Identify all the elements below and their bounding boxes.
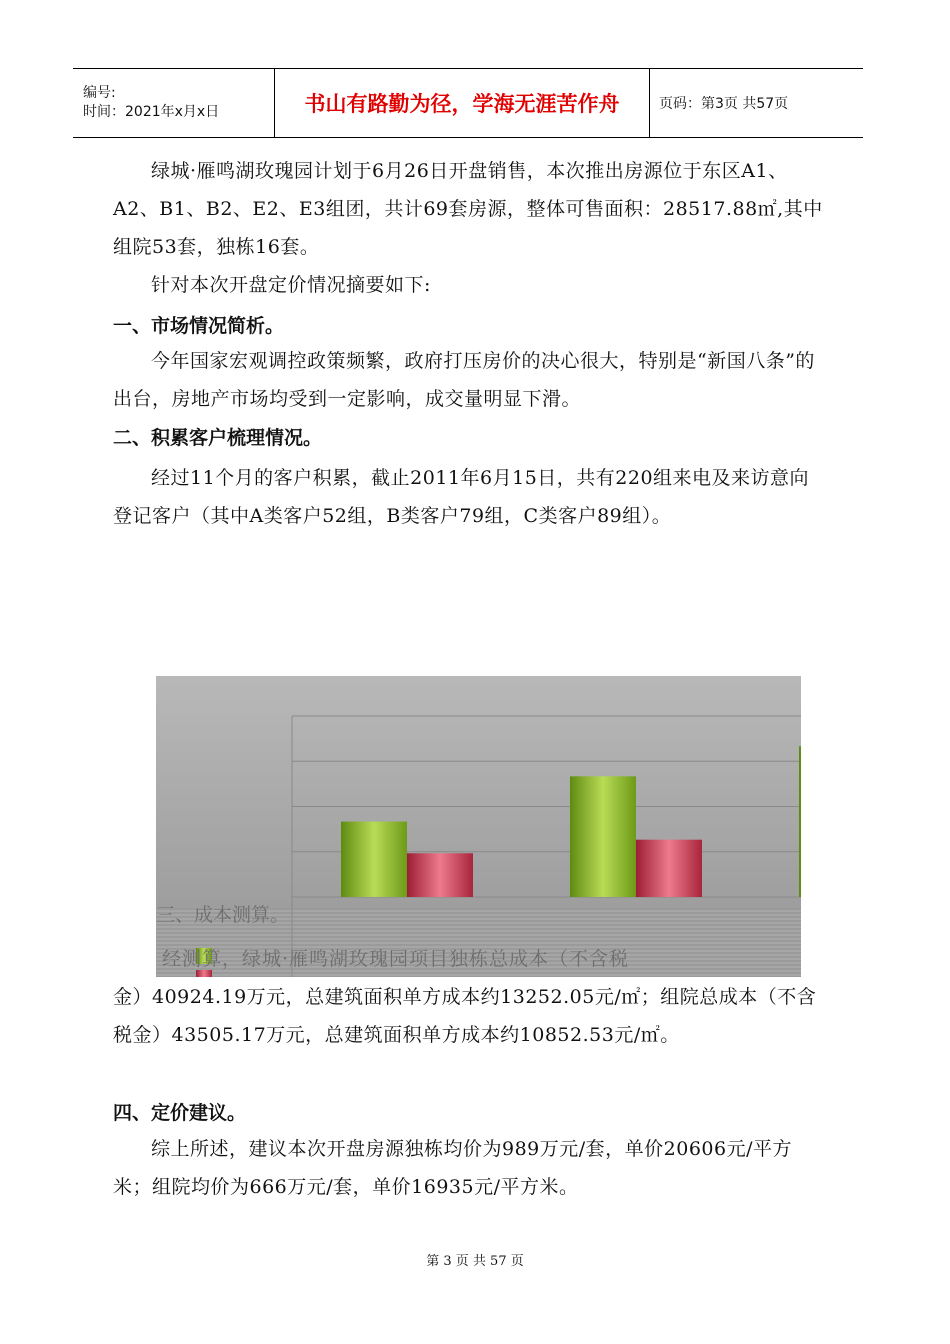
page-header <box>73 68 863 138</box>
heading-cost-faded: 三、成本测算。 <box>156 904 290 926</box>
chart-area <box>156 676 801 977</box>
paragraph-cost-faded: 经测算，绿城·雁鸣湖玫瑰园项目独栋总成本（不含税 <box>162 948 630 970</box>
heading-pricing: 四、定价建议。 <box>113 1102 247 1124</box>
heading-customers: 二、积累客户梳理情况。 <box>113 427 323 449</box>
bar-series1-cat0 <box>407 853 473 897</box>
paragraph-customers: 经过11个月的客户积累，截止2011年6月15日，共有220组来电及来访意向登记客户（其中A类客户52组，B类客户79组，C类客户89组）。 <box>113 467 810 527</box>
legend-swatch-1 <box>196 970 212 977</box>
header-number: 编号: <box>83 85 116 101</box>
header-time: 时间：2021年x月x日 <box>83 104 220 120</box>
paragraph-intro: 绿城·雁鸣湖玫瑰园计划于6月26日开盘销售，本次推出房源位于东区A1、A2、B1、B2、E2、E3组团，共计69套房源，整体可售面积：28517.88㎡,其中组院53套，独栋16套。 <box>113 160 823 258</box>
heading-cost: 三、 <box>113 910 152 932</box>
bar-series0-cat0 <box>341 822 407 897</box>
paragraph-cost: 金）40924.19万元，总建筑面积单方成本约13252.05元/㎡；组院总成本（不含税金）43505.17万元，总建筑面积单方成本约10852.53元/㎡。 <box>113 986 817 1046</box>
header-meta <box>73 69 274 137</box>
paragraph-summary: 针对本次开盘定价情况摘要如下: <box>151 274 431 296</box>
page-footer: 第 3 页 共 57 页 <box>426 1254 524 1269</box>
heading-market: 一、市场情况简析。 <box>113 315 285 337</box>
bar-chart <box>156 676 801 977</box>
paragraph-market: 今年国家宏观调控政策频繁，政府打压房价的决心很大，特别是“新国八条”的出台，房地产市场均受到一定影响，成交量明显下滑。 <box>113 350 815 410</box>
bar-series1-cat1 <box>636 840 702 897</box>
bar-series0-cat2 <box>799 746 801 897</box>
header-page: 页码：第3页 共57页 <box>659 96 789 112</box>
paragraph-pricing: 综上所述，建议本次开盘房源独栋均价为989万元/套，单价20606元/平方米；组院均价为666万元/套，单价16935元/平方米。 <box>113 1138 793 1198</box>
bar-series0-cat1 <box>570 776 636 897</box>
header-motto: 书山有路勤为径，学海无涯苦作舟 <box>274 69 650 137</box>
